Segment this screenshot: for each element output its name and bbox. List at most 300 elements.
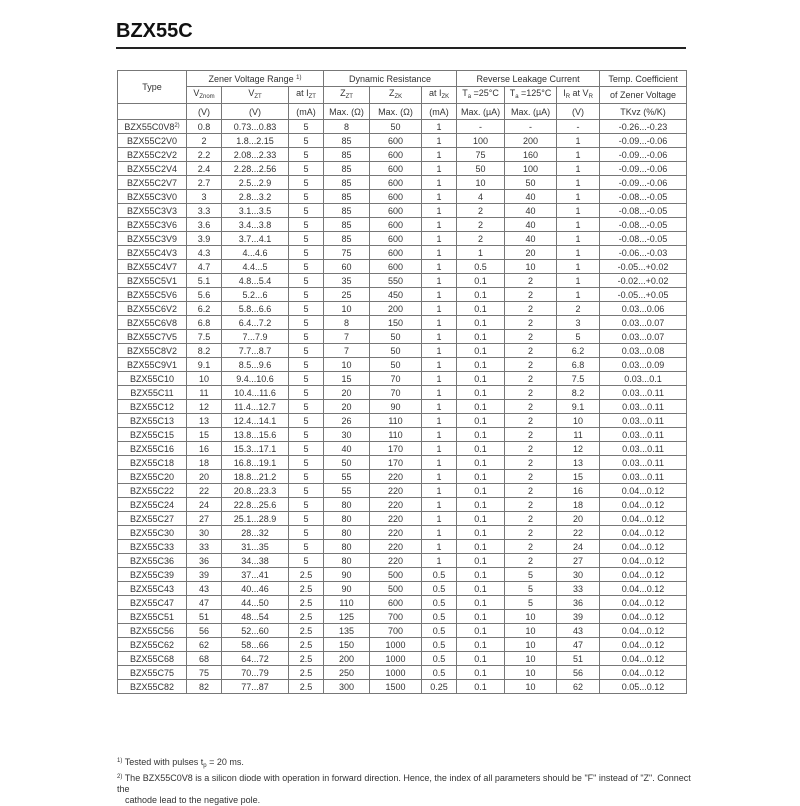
- value-cell: 6.4...7.2: [222, 316, 289, 330]
- value-cell: 13: [187, 414, 222, 428]
- value-cell: 70...79: [222, 666, 289, 680]
- value-cell: 0.1: [457, 484, 505, 498]
- type-cell: BZX55C5V1: [118, 274, 187, 288]
- value-cell: 1: [422, 344, 457, 358]
- value-cell: 2: [505, 428, 557, 442]
- value-cell: 20: [324, 400, 370, 414]
- value-cell: 3.7...4.1: [222, 232, 289, 246]
- value-cell: 0.5: [422, 596, 457, 610]
- value-cell: 1: [557, 260, 600, 274]
- value-cell: 700: [370, 610, 422, 624]
- value-cell: 36: [187, 554, 222, 568]
- type-cell: BZX55C2V0: [118, 134, 187, 148]
- value-cell: 2.2: [187, 148, 222, 162]
- type-cell: BZX55C2V7: [118, 176, 187, 190]
- value-cell: 1: [422, 316, 457, 330]
- table-row: [118, 232, 687, 246]
- value-cell: 1: [422, 190, 457, 204]
- value-cell: 5: [289, 540, 324, 554]
- value-cell: 39: [557, 610, 600, 624]
- type-cell: BZX55C8V2: [118, 344, 187, 358]
- value-cell: 10: [505, 624, 557, 638]
- value-cell: 0.1: [457, 526, 505, 540]
- value-cell: 100: [457, 134, 505, 148]
- value-cell: 2.5: [289, 652, 324, 666]
- value-cell: 20.8...23.3: [222, 484, 289, 498]
- type-cell: BZX55C3V3: [118, 204, 187, 218]
- value-cell: 1: [422, 470, 457, 484]
- type-cell: BZX55C24: [118, 498, 187, 512]
- value-cell: 0.1: [457, 596, 505, 610]
- value-cell: 9.1: [187, 358, 222, 372]
- value-cell: 34...38: [222, 554, 289, 568]
- value-cell: 75: [457, 148, 505, 162]
- value-cell: 1: [422, 274, 457, 288]
- value-cell: 1: [422, 232, 457, 246]
- value-cell: -0.08...-0.05: [600, 190, 687, 204]
- value-cell: 1000: [370, 638, 422, 652]
- value-cell: 8.2: [187, 344, 222, 358]
- unit-cell: (mA): [422, 104, 457, 120]
- value-cell: 10.4...11.6: [222, 386, 289, 400]
- value-cell: 220: [370, 512, 422, 526]
- table-row: [118, 274, 687, 288]
- table-row: [118, 344, 687, 358]
- value-cell: 40: [505, 204, 557, 218]
- value-cell: 44...50: [222, 596, 289, 610]
- value-cell: 0.1: [457, 344, 505, 358]
- value-cell: -0.09...-0.06: [600, 162, 687, 176]
- value-cell: 0.1: [457, 540, 505, 554]
- value-cell: 1: [422, 386, 457, 400]
- table-row: [118, 624, 687, 638]
- type-cell: BZX55C20: [118, 470, 187, 484]
- table-row: [118, 610, 687, 624]
- value-cell: 550: [370, 274, 422, 288]
- footnote-1: $^{1)}$ Tested with pulses $t_p = 20$ ms.: [117, 757, 244, 769]
- value-cell: 6.2: [557, 344, 600, 358]
- value-cell: 110: [370, 428, 422, 442]
- value-cell: 50: [370, 344, 422, 358]
- value-cell: 3: [187, 190, 222, 204]
- value-cell: 0.1: [457, 666, 505, 680]
- value-cell: 600: [370, 148, 422, 162]
- value-cell: 8.2: [557, 386, 600, 400]
- header-vznom: $V_{Znom}$: [187, 87, 222, 104]
- value-cell: 43: [187, 582, 222, 596]
- value-cell: 150: [370, 316, 422, 330]
- value-cell: 1: [422, 260, 457, 274]
- value-cell: 68: [187, 652, 222, 666]
- type-cell: BZX55C4V7: [118, 260, 187, 274]
- value-cell: 64...72: [222, 652, 289, 666]
- type-cell: BZX55C18: [118, 456, 187, 470]
- value-cell: 0.1: [457, 372, 505, 386]
- value-cell: 600: [370, 134, 422, 148]
- value-cell: 0.03...0.06: [600, 302, 687, 316]
- value-cell: 13: [557, 456, 600, 470]
- value-cell: 0.03...0.09: [600, 358, 687, 372]
- value-cell: 35: [324, 274, 370, 288]
- type-cell: BZX55C7V5: [118, 330, 187, 344]
- type-cell: BZX55C68: [118, 652, 187, 666]
- value-cell: 600: [370, 176, 422, 190]
- type-cell: BZX55C6V2: [118, 302, 187, 316]
- value-cell: 56: [557, 666, 600, 680]
- table-row: [118, 288, 687, 302]
- table-row: [118, 176, 687, 190]
- value-cell: 7...7.9: [222, 330, 289, 344]
- table-row: [118, 526, 687, 540]
- value-cell: 1: [422, 372, 457, 386]
- type-cell: BZX55C6V8: [118, 316, 187, 330]
- value-cell: 3.6: [187, 218, 222, 232]
- table-row: [118, 652, 687, 666]
- value-cell: 110: [324, 596, 370, 610]
- value-cell: 1: [422, 358, 457, 372]
- value-cell: 5: [289, 232, 324, 246]
- value-cell: 20: [505, 246, 557, 260]
- page-title: BZX55C: [116, 20, 193, 42]
- value-cell: 30: [324, 428, 370, 442]
- value-cell: 5: [289, 386, 324, 400]
- value-cell: 600: [370, 260, 422, 274]
- value-cell: 80: [324, 512, 370, 526]
- value-cell: 5: [289, 316, 324, 330]
- value-cell: 5: [557, 330, 600, 344]
- value-cell: 1: [422, 540, 457, 554]
- value-cell: 2.5: [289, 568, 324, 582]
- value-cell: 5: [505, 568, 557, 582]
- value-cell: 500: [370, 582, 422, 596]
- type-cell: BZX55C43: [118, 582, 187, 596]
- value-cell: -0.26...-0.23: [600, 120, 687, 134]
- table-row: [118, 372, 687, 386]
- value-cell: 1: [457, 246, 505, 260]
- value-cell: 5.2...6: [222, 288, 289, 302]
- value-cell: 0.04...0.12: [600, 582, 687, 596]
- value-cell: 7.7...8.7: [222, 344, 289, 358]
- value-cell: 28...32: [222, 526, 289, 540]
- value-cell: 1: [422, 512, 457, 526]
- value-cell: 40...46: [222, 582, 289, 596]
- value-cell: 12.4...14.1: [222, 414, 289, 428]
- table-row: [118, 414, 687, 428]
- value-cell: 5: [289, 148, 324, 162]
- value-cell: 1: [422, 400, 457, 414]
- value-cell: 1: [557, 246, 600, 260]
- value-cell: 220: [370, 526, 422, 540]
- value-cell: 1: [422, 148, 457, 162]
- value-cell: 0.5: [457, 260, 505, 274]
- value-cell: 16.8...19.1: [222, 456, 289, 470]
- value-cell: 47: [187, 596, 222, 610]
- type-cell: BZX55C62: [118, 638, 187, 652]
- value-cell: 0.04...0.12: [600, 652, 687, 666]
- value-cell: 20: [557, 512, 600, 526]
- value-cell: 15.3...17.1: [222, 442, 289, 456]
- value-cell: 50: [505, 176, 557, 190]
- value-cell: 85: [324, 148, 370, 162]
- value-cell: 0.1: [457, 456, 505, 470]
- type-cell: BZX55C2V2: [118, 148, 187, 162]
- value-cell: 5: [289, 442, 324, 456]
- value-cell: 2: [505, 526, 557, 540]
- value-cell: 40: [505, 218, 557, 232]
- value-cell: 5: [289, 414, 324, 428]
- value-cell: 85: [324, 232, 370, 246]
- header-ir-vr: $I_R$ at $V_R$: [557, 87, 600, 104]
- value-cell: 1: [422, 428, 457, 442]
- type-cell: BZX55C22: [118, 484, 187, 498]
- value-cell: -0.08...-0.05: [600, 204, 687, 218]
- value-cell: 0.05...0.12: [600, 680, 687, 694]
- value-cell: 80: [324, 498, 370, 512]
- value-cell: 6.8: [187, 316, 222, 330]
- value-cell: 50: [370, 358, 422, 372]
- value-cell: 600: [370, 232, 422, 246]
- table-row: [118, 400, 687, 414]
- value-cell: 56: [187, 624, 222, 638]
- value-cell: 10: [324, 358, 370, 372]
- value-cell: 220: [370, 484, 422, 498]
- table-row: [118, 680, 687, 694]
- value-cell: 600: [370, 162, 422, 176]
- value-cell: 5: [289, 260, 324, 274]
- value-cell: 0.04...0.12: [600, 554, 687, 568]
- value-cell: 0.03...0.11: [600, 442, 687, 456]
- value-cell: 6.2: [187, 302, 222, 316]
- value-cell: 5: [289, 498, 324, 512]
- value-cell: 1: [557, 218, 600, 232]
- value-cell: 33: [557, 582, 600, 596]
- value-cell: 2.4: [187, 162, 222, 176]
- table-row: [118, 568, 687, 582]
- table-row: [118, 428, 687, 442]
- value-cell: 40: [505, 190, 557, 204]
- type-cell: BZX55C27: [118, 512, 187, 526]
- type-cell: BZX55C36: [118, 554, 187, 568]
- value-cell: 0.1: [457, 512, 505, 526]
- value-cell: 0.04...0.12: [600, 512, 687, 526]
- value-cell: 58...66: [222, 638, 289, 652]
- table-row: [118, 330, 687, 344]
- value-cell: 200: [505, 134, 557, 148]
- value-cell: 90: [370, 400, 422, 414]
- value-cell: 10: [457, 176, 505, 190]
- value-cell: 600: [370, 596, 422, 610]
- value-cell: 2: [505, 512, 557, 526]
- value-cell: 4.3: [187, 246, 222, 260]
- value-cell: 7: [324, 330, 370, 344]
- value-cell: 2: [505, 498, 557, 512]
- title-rule: [116, 47, 686, 49]
- value-cell: 2: [457, 204, 505, 218]
- value-cell: 5: [505, 582, 557, 596]
- value-cell: 1: [422, 218, 457, 232]
- value-cell: 1: [422, 526, 457, 540]
- value-cell: 2: [505, 484, 557, 498]
- type-cell: BZX55C12: [118, 400, 187, 414]
- table-row: [118, 148, 687, 162]
- value-cell: 26: [324, 414, 370, 428]
- value-cell: 2: [505, 344, 557, 358]
- value-cell: -0.06...-0.03: [600, 246, 687, 260]
- header-temp-coefficient: Temp. Coefficient: [600, 71, 687, 87]
- value-cell: 16: [557, 484, 600, 498]
- type-cell: BZX55C5V6: [118, 288, 187, 302]
- value-cell: 5: [289, 162, 324, 176]
- table-row: [118, 316, 687, 330]
- value-cell: 10: [557, 414, 600, 428]
- type-cell: BZX55C16: [118, 442, 187, 456]
- value-cell: 4.8...5.4: [222, 274, 289, 288]
- value-cell: 0.04...0.12: [600, 610, 687, 624]
- value-cell: 1: [422, 288, 457, 302]
- type-cell: BZX55C3V0: [118, 190, 187, 204]
- value-cell: 2: [457, 232, 505, 246]
- table-row: [118, 596, 687, 610]
- value-cell: 600: [370, 246, 422, 260]
- value-cell: 50: [457, 162, 505, 176]
- type-cell: BZX55C0V8$^{2)}$: [118, 120, 187, 134]
- value-cell: 2: [505, 540, 557, 554]
- value-cell: 600: [370, 204, 422, 218]
- value-cell: 18: [187, 456, 222, 470]
- value-cell: 0.1: [457, 624, 505, 638]
- value-cell: 20: [187, 470, 222, 484]
- header-t125: $T_a =125^\circ C$: [505, 87, 557, 104]
- table-row: [118, 134, 687, 148]
- value-cell: 1: [422, 162, 457, 176]
- value-cell: 1: [422, 134, 457, 148]
- value-cell: 0.04...0.12: [600, 484, 687, 498]
- value-cell: 22: [187, 484, 222, 498]
- value-cell: 0.03...0.11: [600, 386, 687, 400]
- value-cell: 0.04...0.12: [600, 638, 687, 652]
- value-cell: 15: [324, 372, 370, 386]
- value-cell: 1: [557, 232, 600, 246]
- value-cell: 6.8: [557, 358, 600, 372]
- table-row: [118, 484, 687, 498]
- header-zzt: $Z_{ZT}$: [324, 87, 370, 104]
- value-cell: 0.1: [457, 680, 505, 694]
- value-cell: -0.05...+0.02: [600, 260, 687, 274]
- type-cell: BZX55C30: [118, 526, 187, 540]
- value-cell: 1: [422, 120, 457, 134]
- value-cell: 3.1...3.5: [222, 204, 289, 218]
- value-cell: 0.04...0.12: [600, 666, 687, 680]
- value-cell: 5: [505, 596, 557, 610]
- value-cell: 30: [187, 526, 222, 540]
- value-cell: 135: [324, 624, 370, 638]
- value-cell: 52...60: [222, 624, 289, 638]
- value-cell: 5: [289, 190, 324, 204]
- type-cell: BZX55C56: [118, 624, 187, 638]
- value-cell: 2: [505, 274, 557, 288]
- value-cell: 5: [289, 456, 324, 470]
- value-cell: 2.5: [289, 680, 324, 694]
- value-cell: 80: [324, 526, 370, 540]
- value-cell: 0.5: [422, 568, 457, 582]
- value-cell: -: [557, 120, 600, 134]
- value-cell: 2.5...2.9: [222, 176, 289, 190]
- value-cell: 50: [370, 120, 422, 134]
- value-cell: 1500: [370, 680, 422, 694]
- value-cell: 4: [457, 190, 505, 204]
- value-cell: 2.8...3.2: [222, 190, 289, 204]
- value-cell: 0.73...0.83: [222, 120, 289, 134]
- value-cell: 22.8...25.6: [222, 498, 289, 512]
- type-cell: BZX55C39: [118, 568, 187, 582]
- value-cell: 10: [505, 638, 557, 652]
- type-cell: BZX55C3V9: [118, 232, 187, 246]
- type-cell: BZX55C82: [118, 680, 187, 694]
- value-cell: 5: [289, 470, 324, 484]
- value-cell: 9.1: [557, 400, 600, 414]
- value-cell: 0.04...0.12: [600, 568, 687, 582]
- value-cell: 0.1: [457, 330, 505, 344]
- value-cell: 5: [289, 358, 324, 372]
- value-cell: -0.08...-0.05: [600, 218, 687, 232]
- unit-cell: Max. (µA): [457, 104, 505, 120]
- value-cell: 0.03...0.11: [600, 428, 687, 442]
- value-cell: 5: [289, 288, 324, 302]
- value-cell: 5: [289, 120, 324, 134]
- value-cell: 3.3: [187, 204, 222, 218]
- value-cell: 55: [324, 484, 370, 498]
- table-row: [118, 260, 687, 274]
- value-cell: 200: [324, 652, 370, 666]
- value-cell: 110: [370, 414, 422, 428]
- unit-cell: TKvz (%/K): [600, 104, 687, 120]
- value-cell: 0.1: [457, 610, 505, 624]
- value-cell: 600: [370, 218, 422, 232]
- value-cell: 13.8...15.6: [222, 428, 289, 442]
- table-row: [118, 582, 687, 596]
- table-row: [118, 120, 687, 134]
- value-cell: 5: [289, 134, 324, 148]
- value-cell: 39: [187, 568, 222, 582]
- value-cell: 62: [557, 680, 600, 694]
- value-cell: 1: [422, 302, 457, 316]
- value-cell: 80: [324, 554, 370, 568]
- value-cell: 11: [557, 428, 600, 442]
- type-cell: BZX55C75: [118, 666, 187, 680]
- value-cell: 85: [324, 218, 370, 232]
- table-row: [118, 386, 687, 400]
- value-cell: 1: [557, 204, 600, 218]
- value-cell: 1: [422, 442, 457, 456]
- value-cell: 1: [557, 148, 600, 162]
- value-cell: 75: [187, 666, 222, 680]
- value-cell: 85: [324, 134, 370, 148]
- unit-cell: Max. (µA): [505, 104, 557, 120]
- value-cell: 0.1: [457, 288, 505, 302]
- value-cell: 24: [557, 540, 600, 554]
- table-row: [118, 190, 687, 204]
- value-cell: -0.05...+0.05: [600, 288, 687, 302]
- value-cell: 4...4.6: [222, 246, 289, 260]
- footnote-2: $^{2)}$ The BZX55C0V8 is a silicon diode with operation in forward direction. Hence, the index of all parameters should be "F" instead of "Z". Connect the: [117, 773, 691, 794]
- value-cell: 1: [557, 176, 600, 190]
- value-cell: 24: [187, 498, 222, 512]
- type-cell: BZX55C3V6: [118, 218, 187, 232]
- value-cell: 37...41: [222, 568, 289, 582]
- value-cell: 70: [370, 386, 422, 400]
- value-cell: 0.1: [457, 358, 505, 372]
- value-cell: 82: [187, 680, 222, 694]
